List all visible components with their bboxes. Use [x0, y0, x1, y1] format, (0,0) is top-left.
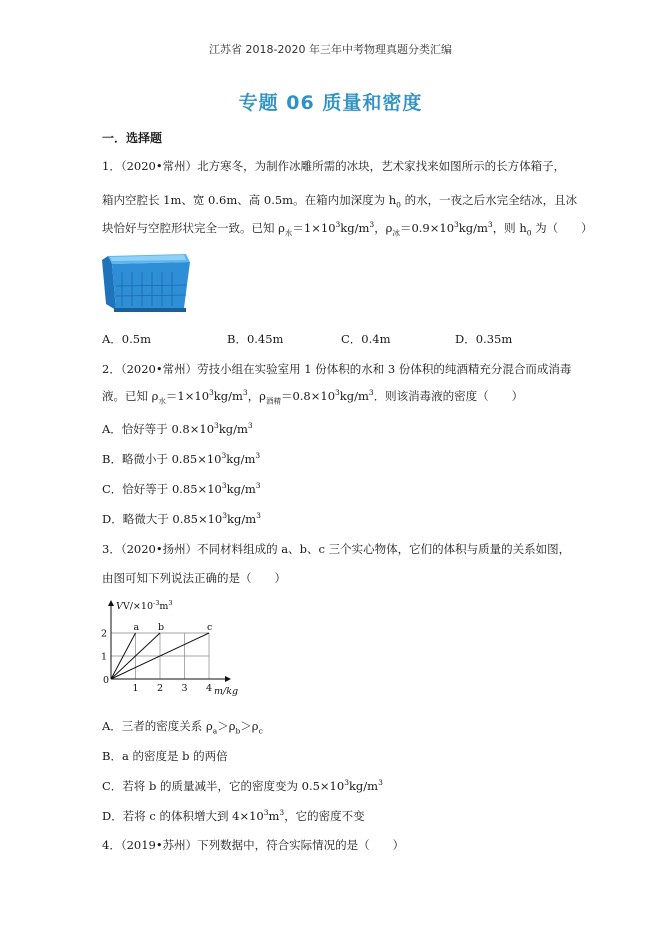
q2-option-d[interactable]: D．略微大于 $0.85\times 10^3kg/m^3$ [102, 511, 261, 526]
q3-option-d[interactable]: D．若将 c 的体积增大到 $4\times 10^3m^3$，它的密度不变 [102, 808, 365, 823]
series-label-a: a [133, 622, 140, 633]
y-tick-label-2: 2 [101, 628, 108, 640]
q3-option-a[interactable]: A．三者的密度关系 $\rho_a>\rho_b>\rho_c$ [102, 719, 263, 736]
q1-option-a[interactable]: A．0.5m [102, 332, 151, 346]
q1-option-b[interactable]: B．0.45m [227, 332, 284, 346]
blue-box-image [102, 248, 190, 315]
graph-origin: 0 [103, 675, 110, 686]
q2-option-b[interactable]: B．略微小于 $0.85\times 10^3kg/m^3$ [102, 451, 261, 466]
q1-line-1: 1．（2020•常州）北方寒冬，为制作冰雕所需的冰块，艺术家找来如图所示的长方体箱子， [102, 159, 566, 173]
y-tick-label-1: 1 [101, 651, 108, 663]
q3-option-b[interactable]: B．a 的密度是 b 的两倍 [102, 749, 228, 763]
x-tick-label-3: 3 [181, 683, 188, 694]
page-header: 江苏省 2018-2020 年三年中考物理真题分类汇编 [209, 43, 452, 56]
q1-line-2: 箱内空腔长 1m、宽 0.6m、高 0.5m。在箱内加深度为 $h_0$ 的水，一夜之后水完全结冰，且冰 [102, 193, 578, 210]
q3-option-c[interactable]: C．若将 b 的质量减半，它的密度变为 $0.5\times 10^3kg/m^3$ [102, 778, 383, 793]
x-tick-label-1: 1 [132, 683, 139, 694]
q1-option-d[interactable]: D．0.35m [455, 332, 513, 346]
q2-line-2: 液。已知 $\rho_水=1\times 10^3kg/m^3$，$\rho_{酒精}=0.8\times 10^3kg/m^3$．则该消毒液的密度（ ） [102, 388, 524, 406]
q4-line-1: 4．（2019•苏州）下列数据中，符合实际情况的是（ ） [102, 838, 405, 852]
page-title: 专题 06 质量和密度 [238, 92, 423, 114]
series-label-c: c [207, 622, 213, 633]
q2-option-a[interactable]: A．恰好等于 $0.8\times 10^3kg/m^3$ [102, 421, 253, 436]
q1-option-c[interactable]: C．0.4m [341, 332, 391, 346]
series-label-b: b [158, 622, 165, 633]
x-tick-label-4: 4 [206, 683, 213, 694]
volume-mass-graph [100, 597, 245, 700]
graph-x-label: m/kg [214, 686, 239, 697]
section-heading: 一．选择题 [102, 131, 163, 145]
q1-line-3: 块恰好与空腔形状完全一致。已知 $\rho_水=1\times 10^3kg/m^3$，$\rho_冰=0.9\times 10^3kg/m^3$，则 $h_0$ 为（ ） [102, 220, 593, 238]
x-axis-arrow [225, 676, 231, 682]
q2-line-1: 2．（2020•常州）劳技小组在实验室用 1 份体积的水和 3 份体积的纯酒精充分混合而成消毒 [102, 362, 572, 376]
graph-axes [101, 600, 231, 694]
q3-line-2: 由图可知下列说法正确的是（ ） [102, 571, 286, 585]
x-tick-label-2: 2 [157, 683, 164, 694]
q2-option-c[interactable]: C．恰好等于 $0.85\times 10^3kg/m^3$ [102, 481, 261, 496]
y-axis-arrow [108, 600, 114, 606]
q3-line-1: 3．（2020•扬州）不同材料组成的 a、b、c 三个实心物体，它们的体积与质量的关系如图， [102, 542, 571, 556]
graph-y-label: $VV/\times 10^{-3}m^3$ [116, 599, 173, 612]
graph-series [111, 622, 212, 679]
